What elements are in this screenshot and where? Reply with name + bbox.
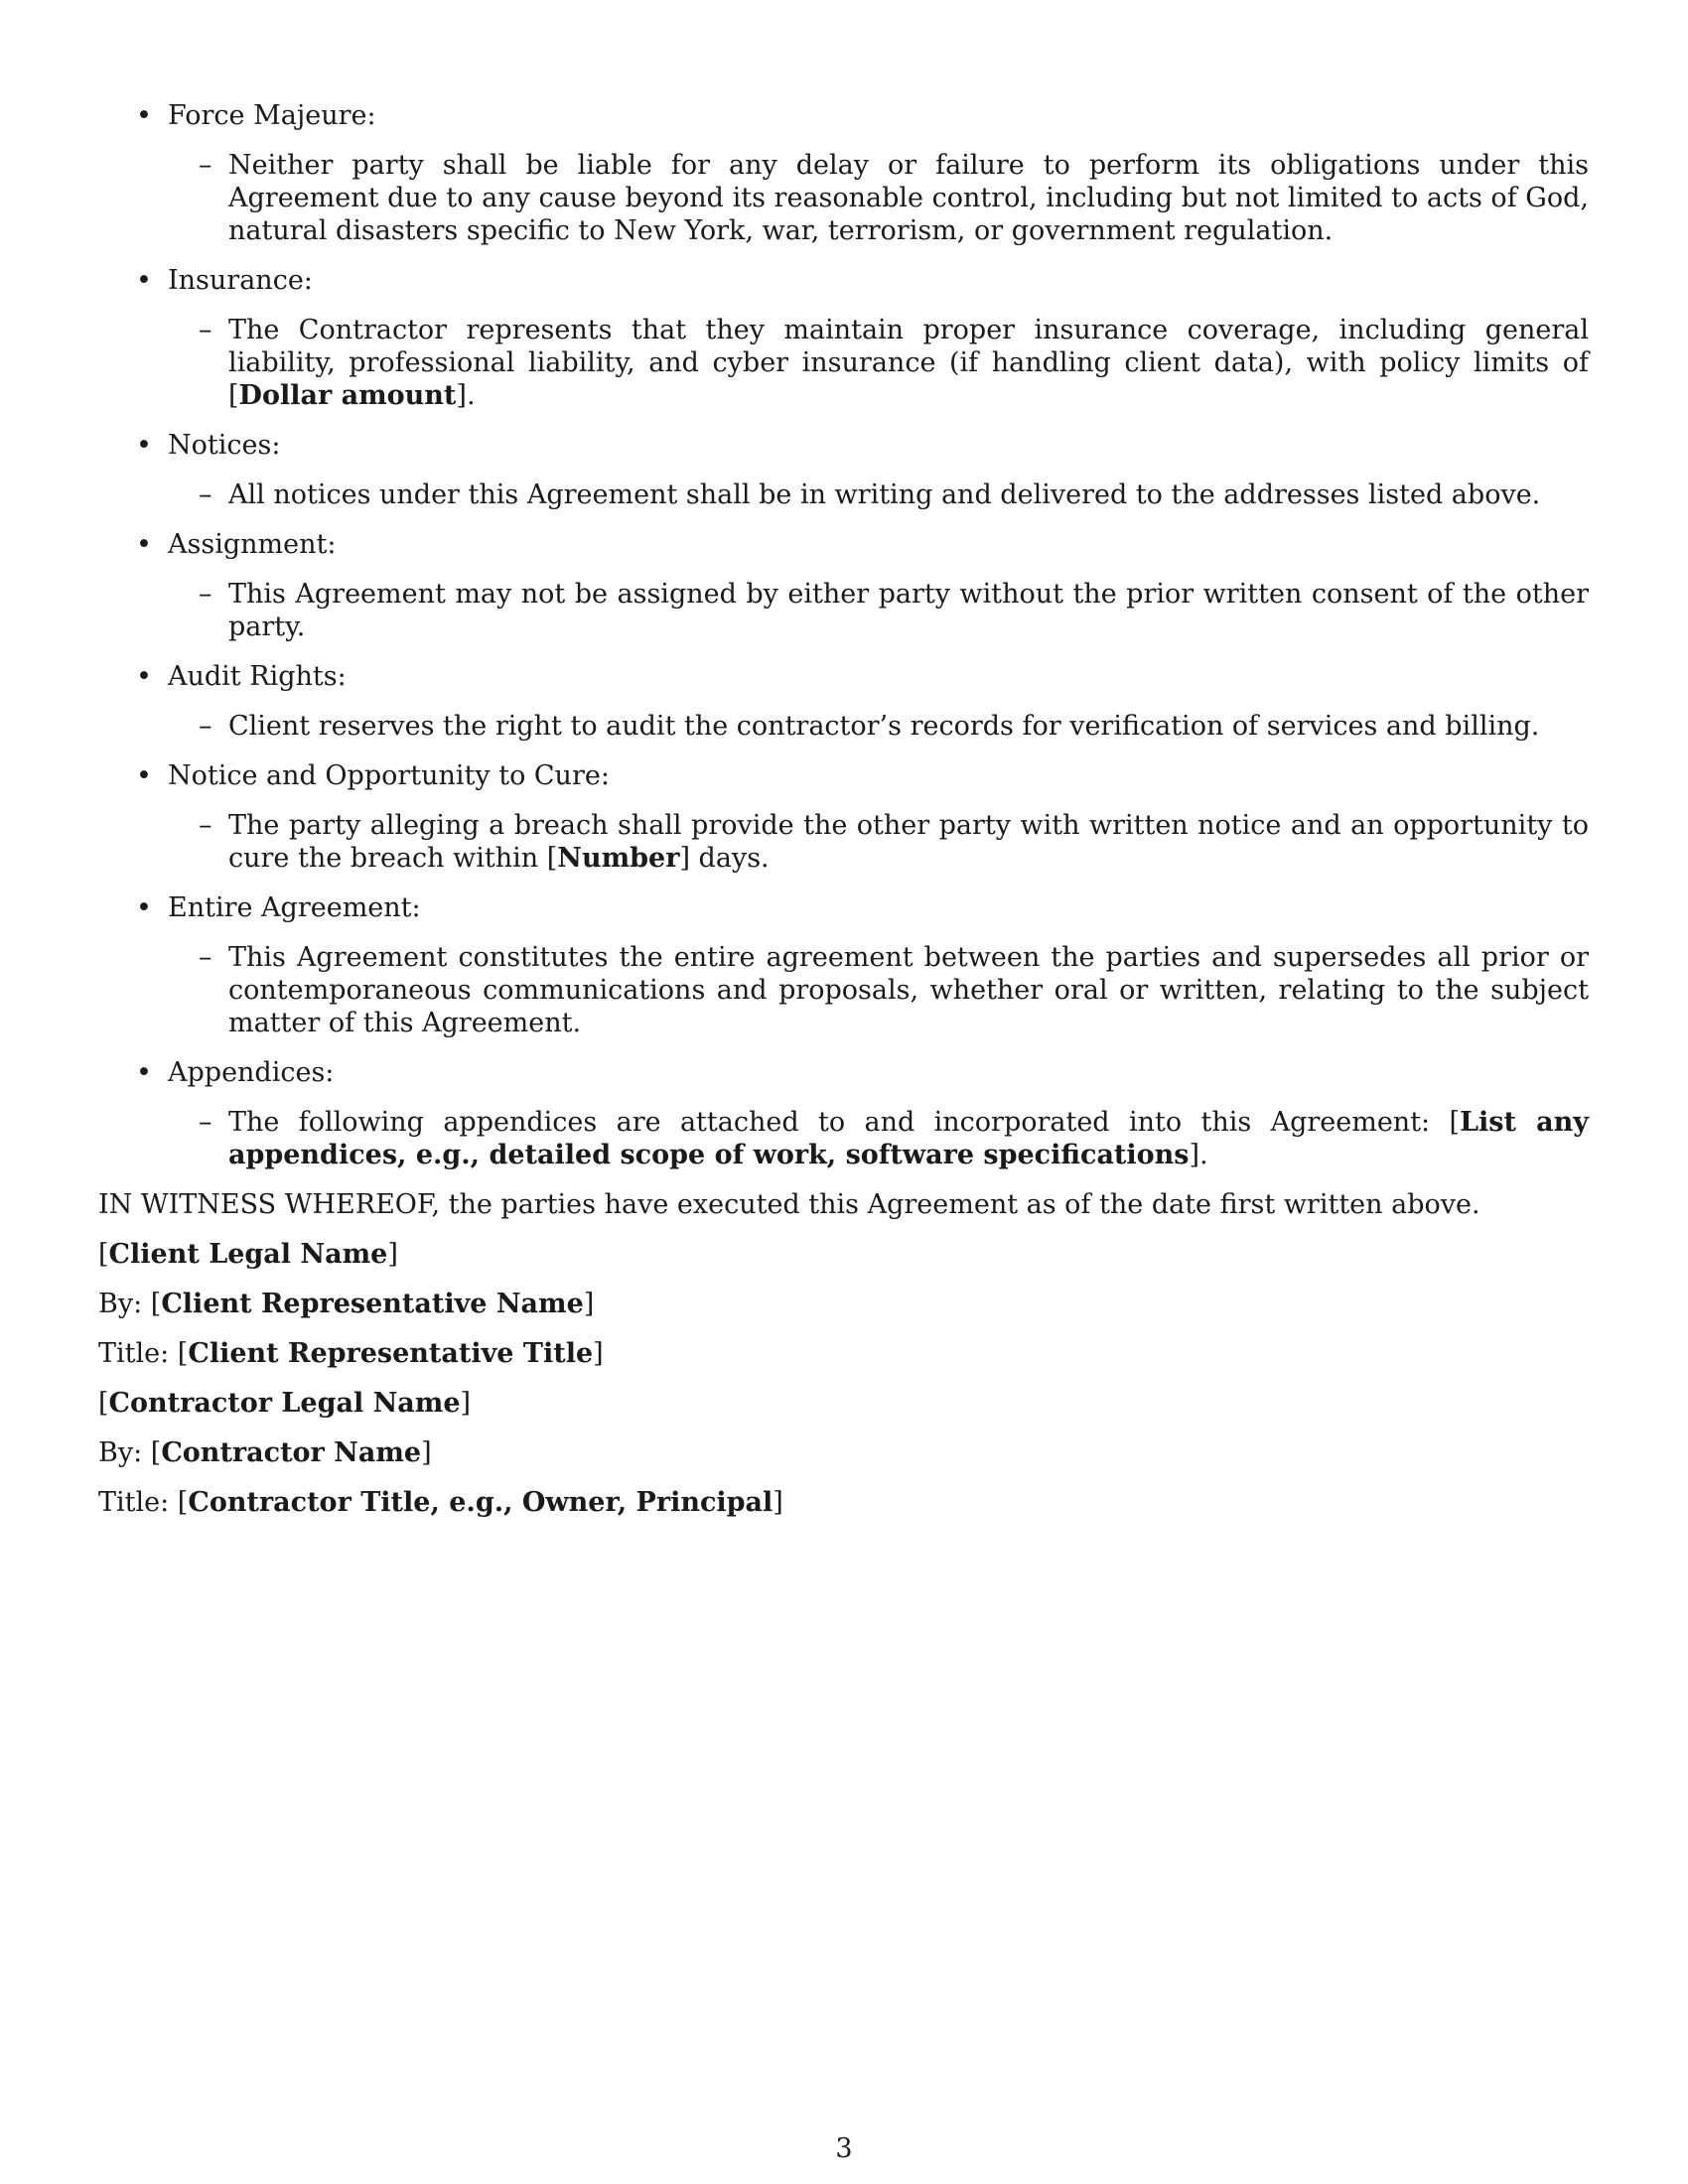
text-run: ] days.	[679, 843, 770, 874]
clause-heading: • Entire Agreement:	[168, 892, 421, 923]
text-run: ].	[1189, 1140, 1208, 1170]
client-representative-name	[98, 1288, 1589, 1320]
clause-heading: • Force Majeure:	[168, 100, 376, 131]
clause-heading: • Notice and Opportunity to Cure:	[168, 760, 610, 791]
clause-heading: • Appendices:	[168, 1057, 335, 1088]
witness-statement: IN WITNESS WHEREOF, the parties have executed this Agreement as of the date first written above.	[98, 1189, 1480, 1220]
client-legal-name	[98, 1238, 1589, 1271]
text-run: Client reserves the right to audit the contractor’s records for verification of services and billing.	[228, 711, 1540, 742]
clause-details	[168, 314, 1589, 412]
clause-text	[168, 578, 1589, 643]
clause-text	[168, 710, 1589, 743]
clause-details	[168, 149, 1589, 247]
clause-notices	[98, 429, 1589, 511]
clause-details	[168, 710, 1589, 743]
text-run: The party alleging a breach shall provide the other party with written notice and an opportunity to cure the breach within [	[228, 810, 1589, 874]
placeholder-field: Dollar amount	[238, 380, 457, 411]
text-run: ]	[387, 1239, 398, 1270]
clause-heading: • Assignment:	[168, 529, 337, 560]
clause-text	[168, 314, 1589, 412]
clause-audit-rights	[98, 660, 1589, 743]
clause-details	[168, 478, 1589, 511]
clause-details	[168, 941, 1589, 1039]
clause-insurance	[98, 264, 1589, 412]
clause-heading: • Insurance:	[168, 265, 313, 296]
text-run: Title: [	[98, 1338, 189, 1369]
signature-block	[98, 1238, 1589, 1519]
text-run: This Agreement constitutes the entire agreement between the parties and supersedes all prior or contemporaneous communications and proposals, whether oral or written, relating to the subject matter of this Agreement.	[228, 942, 1589, 1038]
contractor-legal-name	[98, 1387, 1589, 1420]
clause-appendices	[98, 1056, 1589, 1171]
placeholder-field: Client Representative Title	[188, 1338, 594, 1369]
clause-notice-and-cure	[98, 759, 1589, 875]
clause-list	[98, 99, 1589, 1171]
placeholder-field: Contractor Title, e.g., Owner, Principal	[188, 1487, 774, 1518]
text-run: This Agreement may not be assigned by either party without the prior written consent of the other party.	[228, 579, 1589, 642]
clause-details	[168, 578, 1589, 643]
text-run: ]	[421, 1437, 432, 1468]
clause-entire-agreement	[98, 891, 1589, 1039]
placeholder-field: List any appendices, e.g., detailed scope of work, software specifications	[228, 1107, 1589, 1170]
clause-heading: • Notices:	[168, 430, 281, 461]
placeholder-field: Contractor Name	[161, 1437, 422, 1468]
contractor-title	[98, 1486, 1589, 1519]
page-content	[98, 99, 1589, 1536]
placeholder-field: Client Legal Name	[108, 1239, 388, 1270]
clause-text	[168, 1106, 1589, 1171]
client-representative-title	[98, 1337, 1589, 1370]
clause-text	[168, 941, 1589, 1039]
clause-text	[168, 478, 1589, 511]
placeholder-field: Client Representative Name	[161, 1289, 584, 1319]
clause-heading: • Audit Rights:	[168, 661, 347, 692]
placeholder-field: Contractor Legal Name	[108, 1388, 461, 1419]
text-run: ]	[773, 1487, 783, 1518]
placeholder-field: Number	[557, 843, 680, 874]
text-run: ]	[460, 1388, 472, 1419]
text-run: By: [	[98, 1289, 162, 1319]
text-run: The Contractor represents that they maintain proper insurance coverage, including general liability, professional liability, and cyber insurance (if handling client data), with policy limits of [	[228, 315, 1589, 411]
text-run: All notices under this Agreement shall be in writing and delivered to the addresses listed above.	[228, 479, 1541, 510]
text-run: Neither party shall be liable for any delay or failure to perform its obligations under this Agreement due to any cause beyond its reasonable control, including but not limited to acts of God, natural disasters specific to New York, war, terrorism, or government regulation.	[228, 150, 1589, 246]
text-run: [	[98, 1388, 109, 1419]
clause-force-majeure	[98, 99, 1589, 247]
text-run: Title: [	[98, 1487, 189, 1518]
text-run: [	[98, 1239, 109, 1270]
text-run: ]	[583, 1289, 595, 1319]
clause-details	[168, 809, 1589, 875]
text-run: By: [	[98, 1437, 162, 1468]
text-run: The following appendices are attached to and incorporated into this Agreement: [	[228, 1107, 1461, 1138]
contractor-name	[98, 1436, 1589, 1469]
clause-details	[168, 1106, 1589, 1171]
text-run: ]	[593, 1338, 604, 1369]
page-number: 3	[835, 2133, 853, 2164]
text-run: ].	[456, 380, 476, 411]
clause-text	[168, 149, 1589, 247]
clause-assignment	[98, 528, 1589, 643]
clause-text	[168, 809, 1589, 875]
